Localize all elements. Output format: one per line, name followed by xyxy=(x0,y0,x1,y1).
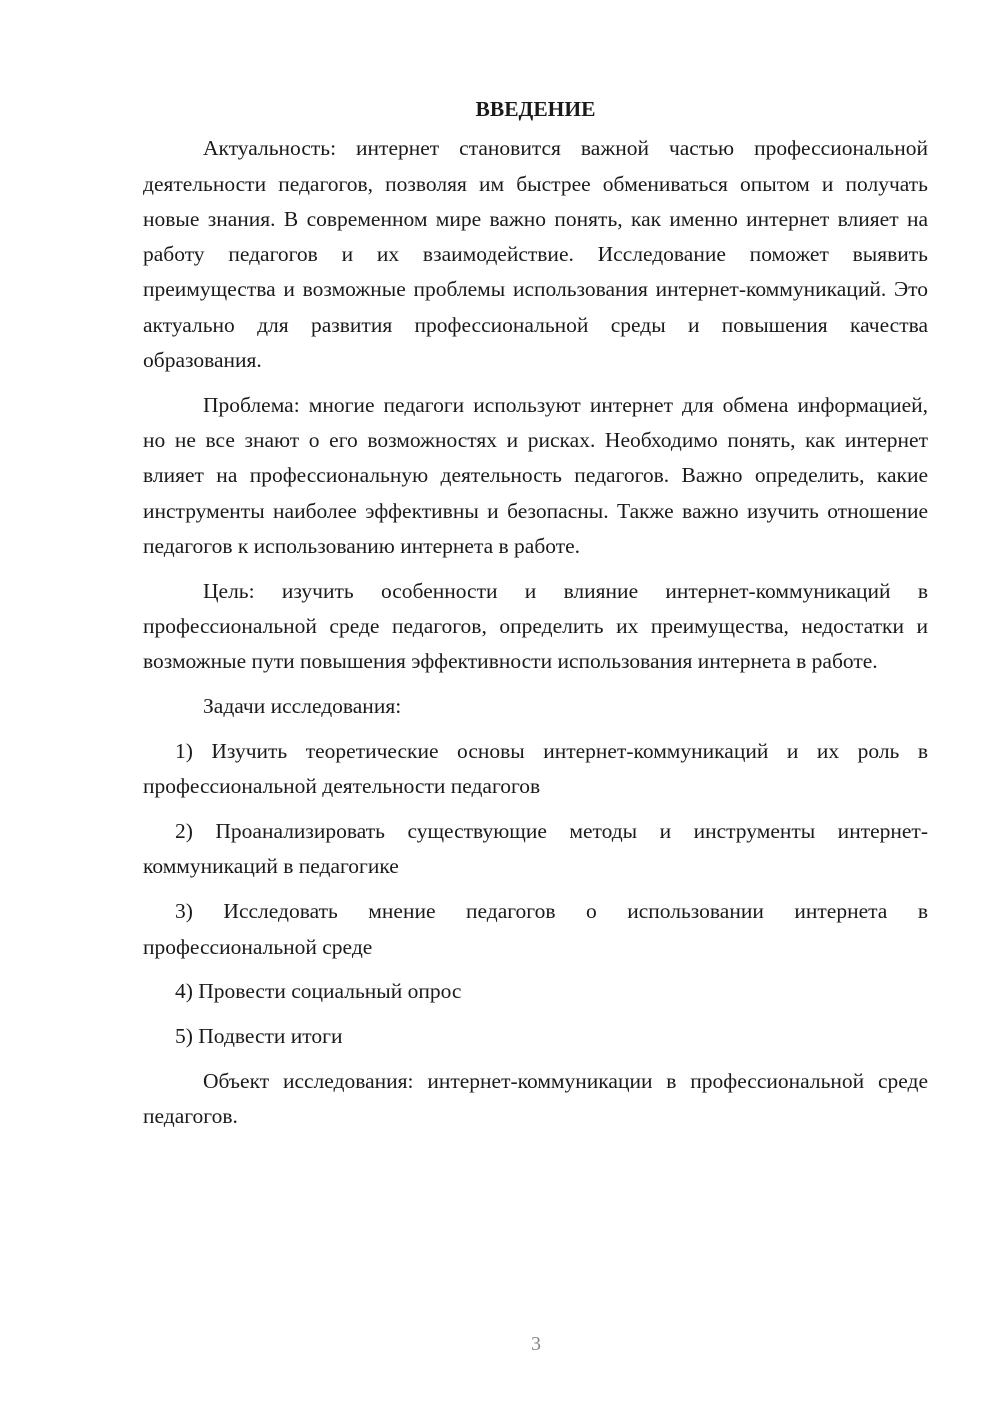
paragraph-relevance: Актуальность: интернет становится важной частью профессиональной деятельности педагогов, позволяя им быстрее обмениваться опытом и получать новые знания. В современном мире важно понять, как именно интернет влияет на работу педагогов и их взаимодействие. Исследование поможет выявить преимущества и возможные проблемы использования интернет-коммуникаций. Это актуально для развития профессиональной среды и повышения качества образования. xyxy=(143,136,928,373)
document-body xyxy=(143,92,928,1144)
paragraph-goal: Цель: изучить особенности и влияние интернет-коммуникаций в профессиональной среде педагогов, определить их преимущества, недостатки и возможные пути повышения эффективности использования интернета в работе. xyxy=(143,578,928,674)
task-item-4: 4) Провести социальный опрос xyxy=(175,979,462,1004)
page-number: 3 xyxy=(531,1333,541,1355)
tasks-heading: Задачи исследования: xyxy=(203,694,402,719)
section-title: ВВЕДЕНИЕ xyxy=(475,97,596,121)
paragraph-problem: Проблема: многие педагоги используют интернет для обмена информацией, но не все знают о его возможностях и рисках. Необходимо понять, как интернет влияет на профессиональную деятельность педагогов. Важно определить, какие инструменты наиболее эффективны и безопасны. Также важно изучить отношение педагогов к использованию интернета в работе. xyxy=(143,392,928,559)
task-item-5: 5) Подвести итоги xyxy=(175,1024,343,1049)
paragraph-object: Объект исследования: интернет-коммуникации в профессиональной среде педагогов. xyxy=(143,1068,928,1129)
task-item-2: 2) Проанализировать существующие методы и инструменты интернет-коммуникаций в педагогике xyxy=(143,819,928,879)
task-item-1: 1) Изучить теоретические основы интернет-коммуникаций и их роль в профессиональной деятельности педагогов xyxy=(143,739,928,799)
task-item-3: 3) Исследовать мнение педагогов о использовании интернета в профессиональной среде xyxy=(143,899,928,959)
